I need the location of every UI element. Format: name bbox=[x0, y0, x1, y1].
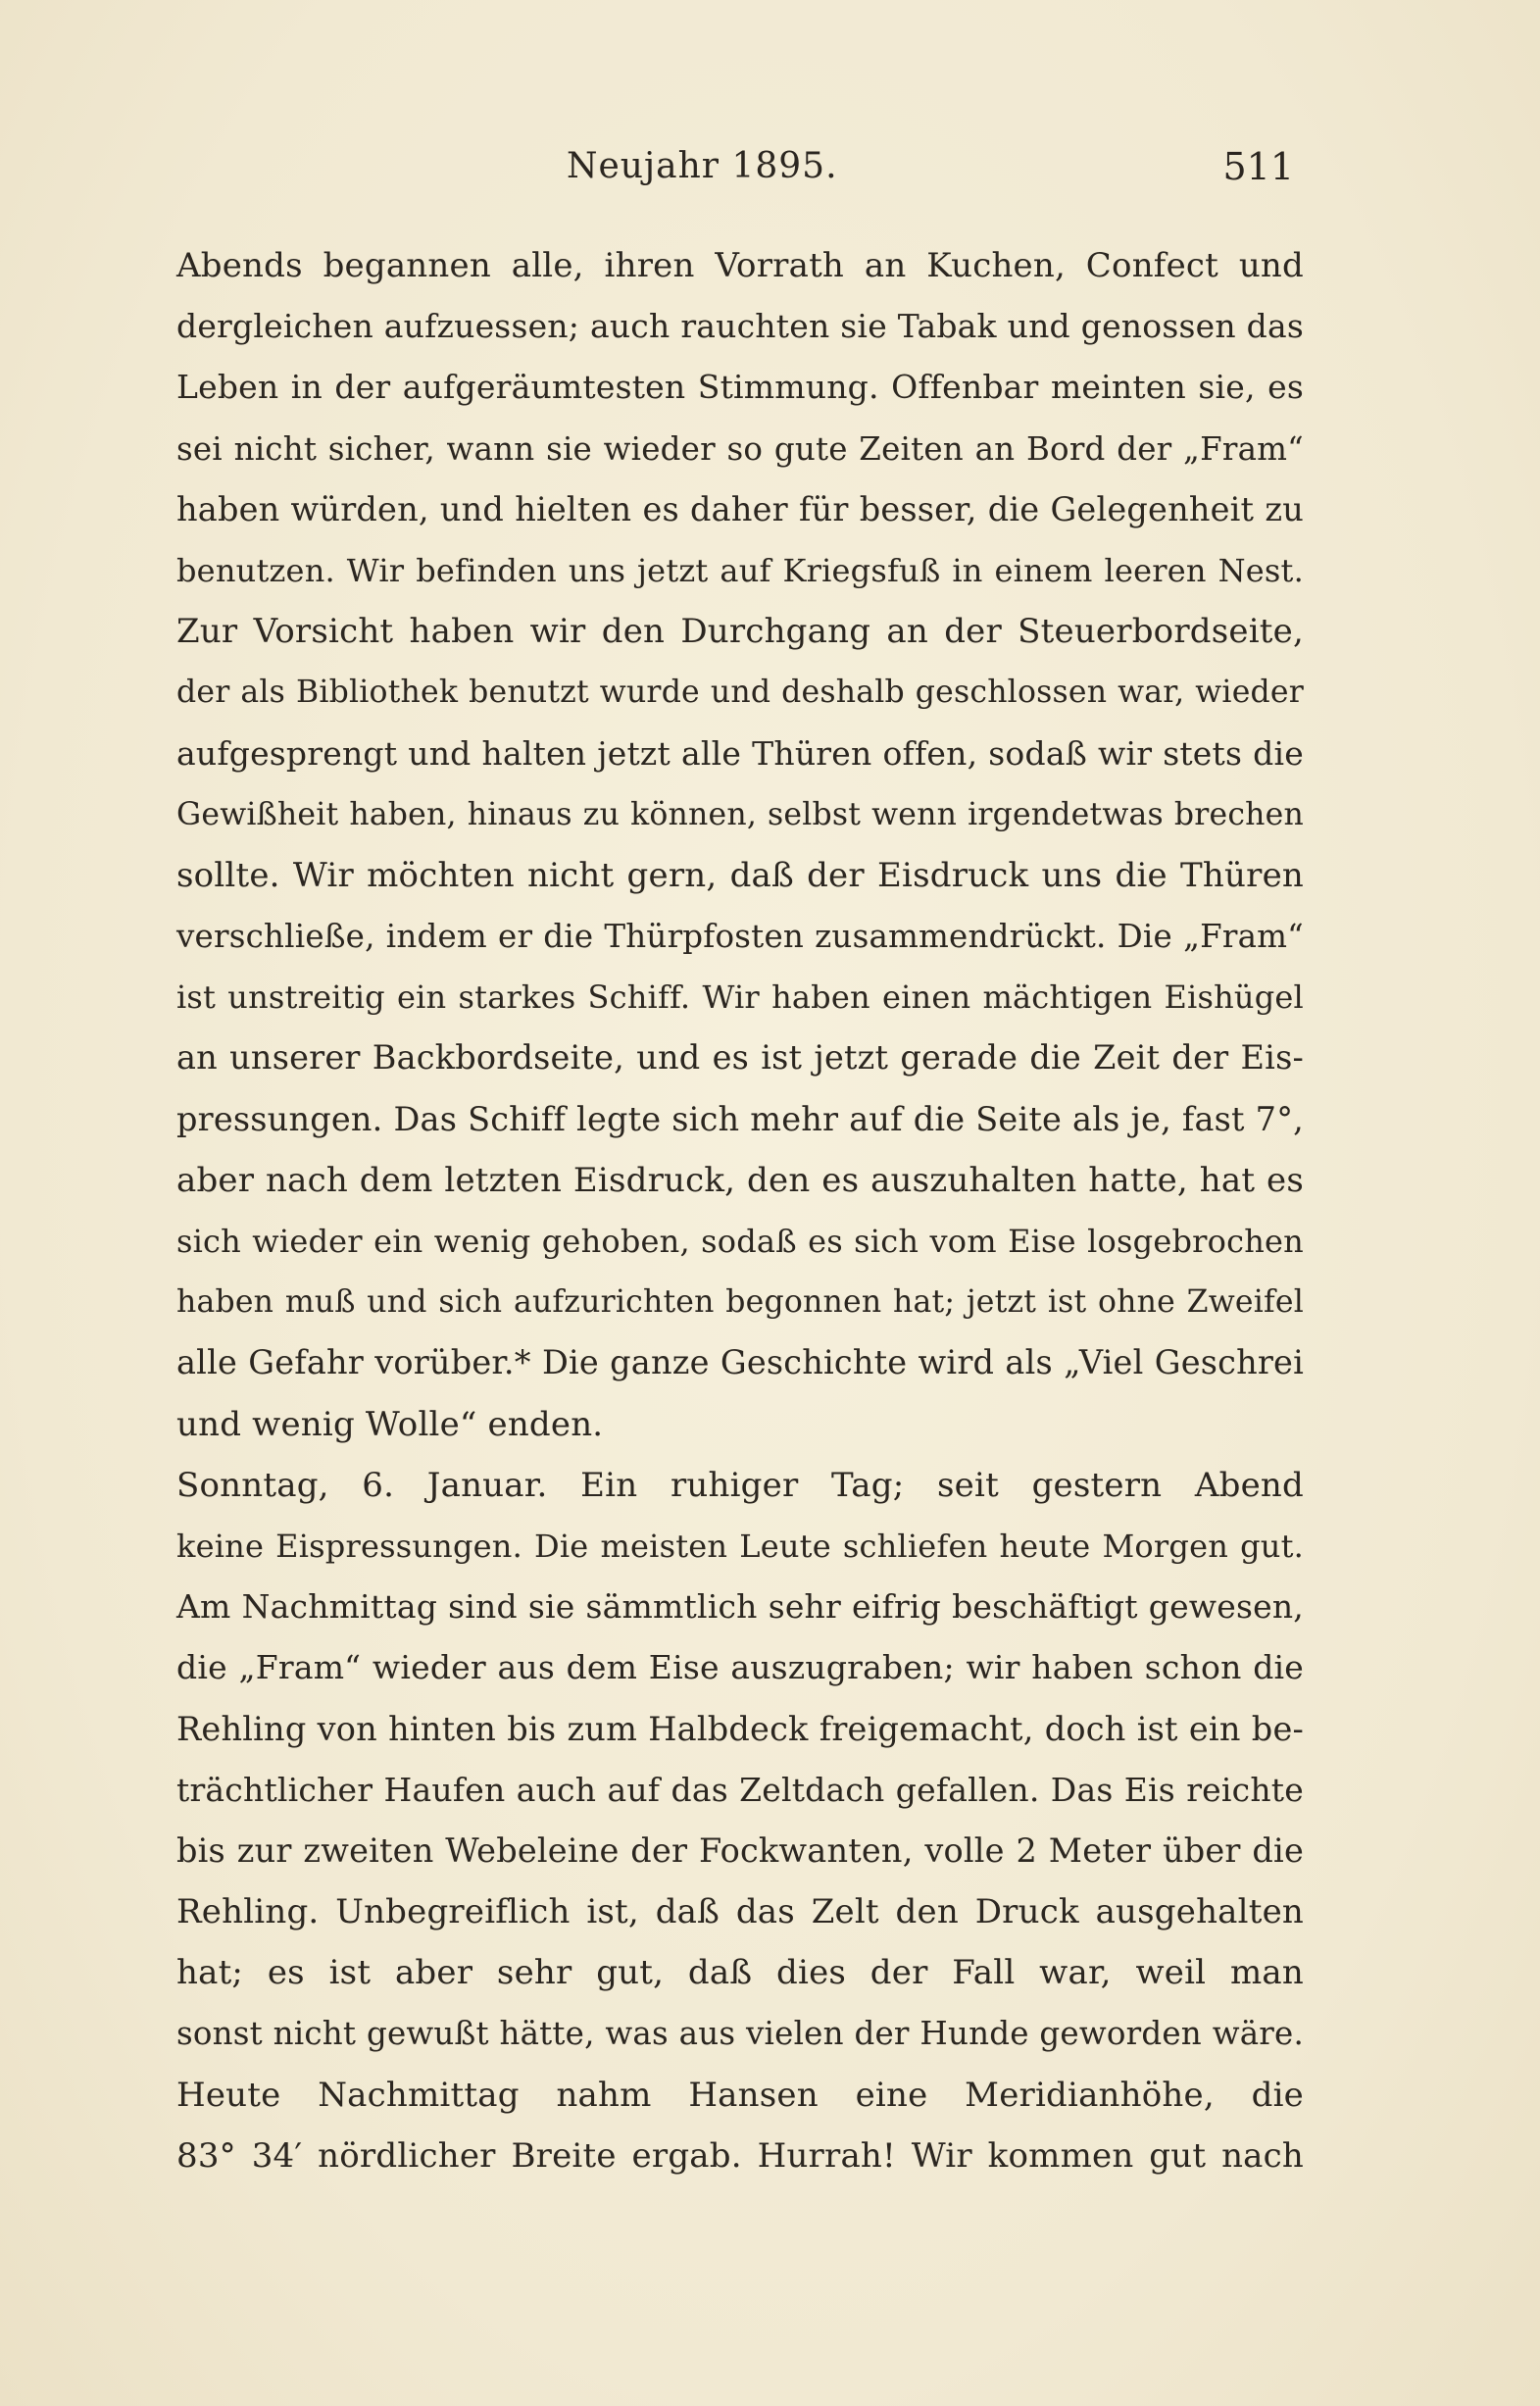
text-line: bis zur zweiten Webeleine der Fockwanten, volle 2 Meter über die bbox=[176, 1830, 1304, 1870]
running-title: Neujahr 1895. bbox=[567, 146, 838, 186]
text-line: Rehling von hinten bis zum Halbdeck freigemacht, doch ist ein be- bbox=[176, 1709, 1304, 1748]
text-line: an unserer Backbordseite, und es ist jetzt gerade die Zeit der Eis- bbox=[176, 1038, 1304, 1078]
text-line: trächtlicher Haufen auch auf das Zeltdach gefallen. Das Eis reichte bbox=[176, 1770, 1304, 1809]
text-line: Am Nachmittag sind sie sämmtlich sehr eifrig beschäftigt gewesen, bbox=[176, 1587, 1304, 1627]
text-line: alle Gefahr vorüber.* Die ganze Geschichte wird als „Viel Geschrei bbox=[176, 1343, 1304, 1382]
text-line: Heute Nachmittag nahm Hansen eine Meridianhöhe, die bbox=[176, 2075, 1304, 2115]
text-line: dergleichen aufzuessen; auch rauchten sie Tabak und genossen das bbox=[176, 307, 1304, 346]
text-line: Abends begannen alle, ihren Vorrath an Kuchen, Confect und bbox=[176, 246, 1304, 285]
text-line: benutzen. Wir befinden uns jetzt auf Kriegsfuß in einem leeren Nest. bbox=[176, 551, 1304, 589]
body-text bbox=[176, 235, 1304, 2186]
text-line: haben würden, und hielten es daher für besser, die Gelegenheit zu bbox=[176, 489, 1304, 528]
text-line: aber nach dem letzten Eisdruck, den es auszuhalten hatte, hat es bbox=[176, 1160, 1304, 1200]
text-line: Sonntag, 6. Januar. Ein ruhiger Tag; seit gestern Abend bbox=[176, 1465, 1304, 1505]
text-line: die „Fram“ wieder aus dem Eise auszugraben; wir haben schon die bbox=[176, 1648, 1304, 1687]
text-line: pressungen. Das Schiff legte sich mehr auf die Seite als je, fast 7°, bbox=[176, 1099, 1304, 1138]
text-line: keine Eispressungen. Die meisten Leute schliefen heute Morgen gut. bbox=[176, 1527, 1304, 1565]
text-line: hat; es ist aber sehr gut, daß dies der Fall war, weil man bbox=[176, 1953, 1304, 1993]
text-line: der als Bibliothek benutzt wurde und deshalb geschlossen war, wieder bbox=[176, 675, 1304, 711]
text-line: ist unstreitig ein starkes Schiff. Wir haben einen mächtigen Eishügel bbox=[176, 978, 1304, 1017]
text-line: verschließe, indem er die Thürpfosten zusammendrückt. Die „Fram“ bbox=[176, 918, 1304, 956]
page-number: 511 bbox=[1222, 145, 1294, 188]
text-line: sollte. Wir möchten nicht gern, daß der Eisdruck uns die Thüren bbox=[176, 855, 1304, 895]
text-line: sei nicht sicher, wann sie wieder so gute Zeiten an Bord der „Fram“ bbox=[176, 429, 1304, 468]
text-line: aufgesprengt und halten jetzt alle Thüren offen, sodaß wir stets die bbox=[176, 733, 1304, 773]
text-line: sich wieder ein wenig gehoben, sodaß es sich vom Eise losgebrochen bbox=[176, 1223, 1304, 1260]
text-line: sonst nicht gewußt hätte, was aus vielen der Hunde geworden wäre. bbox=[176, 2015, 1304, 2053]
text-line: 83° 34′ nördlicher Breite ergab. Hurrah! Wir kommen gut nach bbox=[176, 2135, 1304, 2176]
text-line: und wenig Wolle“ enden. bbox=[176, 1404, 604, 1444]
text-line: Rehling. Unbegreiflich ist, daß das Zelt den Druck ausgehalten bbox=[176, 1892, 1304, 1932]
text-line: Zur Vorsicht haben wir den Durchgang an der Steuerbordseite, bbox=[176, 612, 1304, 652]
text-line: Leben in der aufgeräumtesten Stimmung. Offenbar meinten sie, es bbox=[176, 368, 1304, 407]
text-line: haben muß und sich aufzurichten begonnen hat; jetzt ist ohne Zweifel bbox=[176, 1284, 1304, 1321]
text-line: Gewißheit haben, hinaus zu können, selbst wenn irgendetwas brechen bbox=[176, 796, 1304, 832]
